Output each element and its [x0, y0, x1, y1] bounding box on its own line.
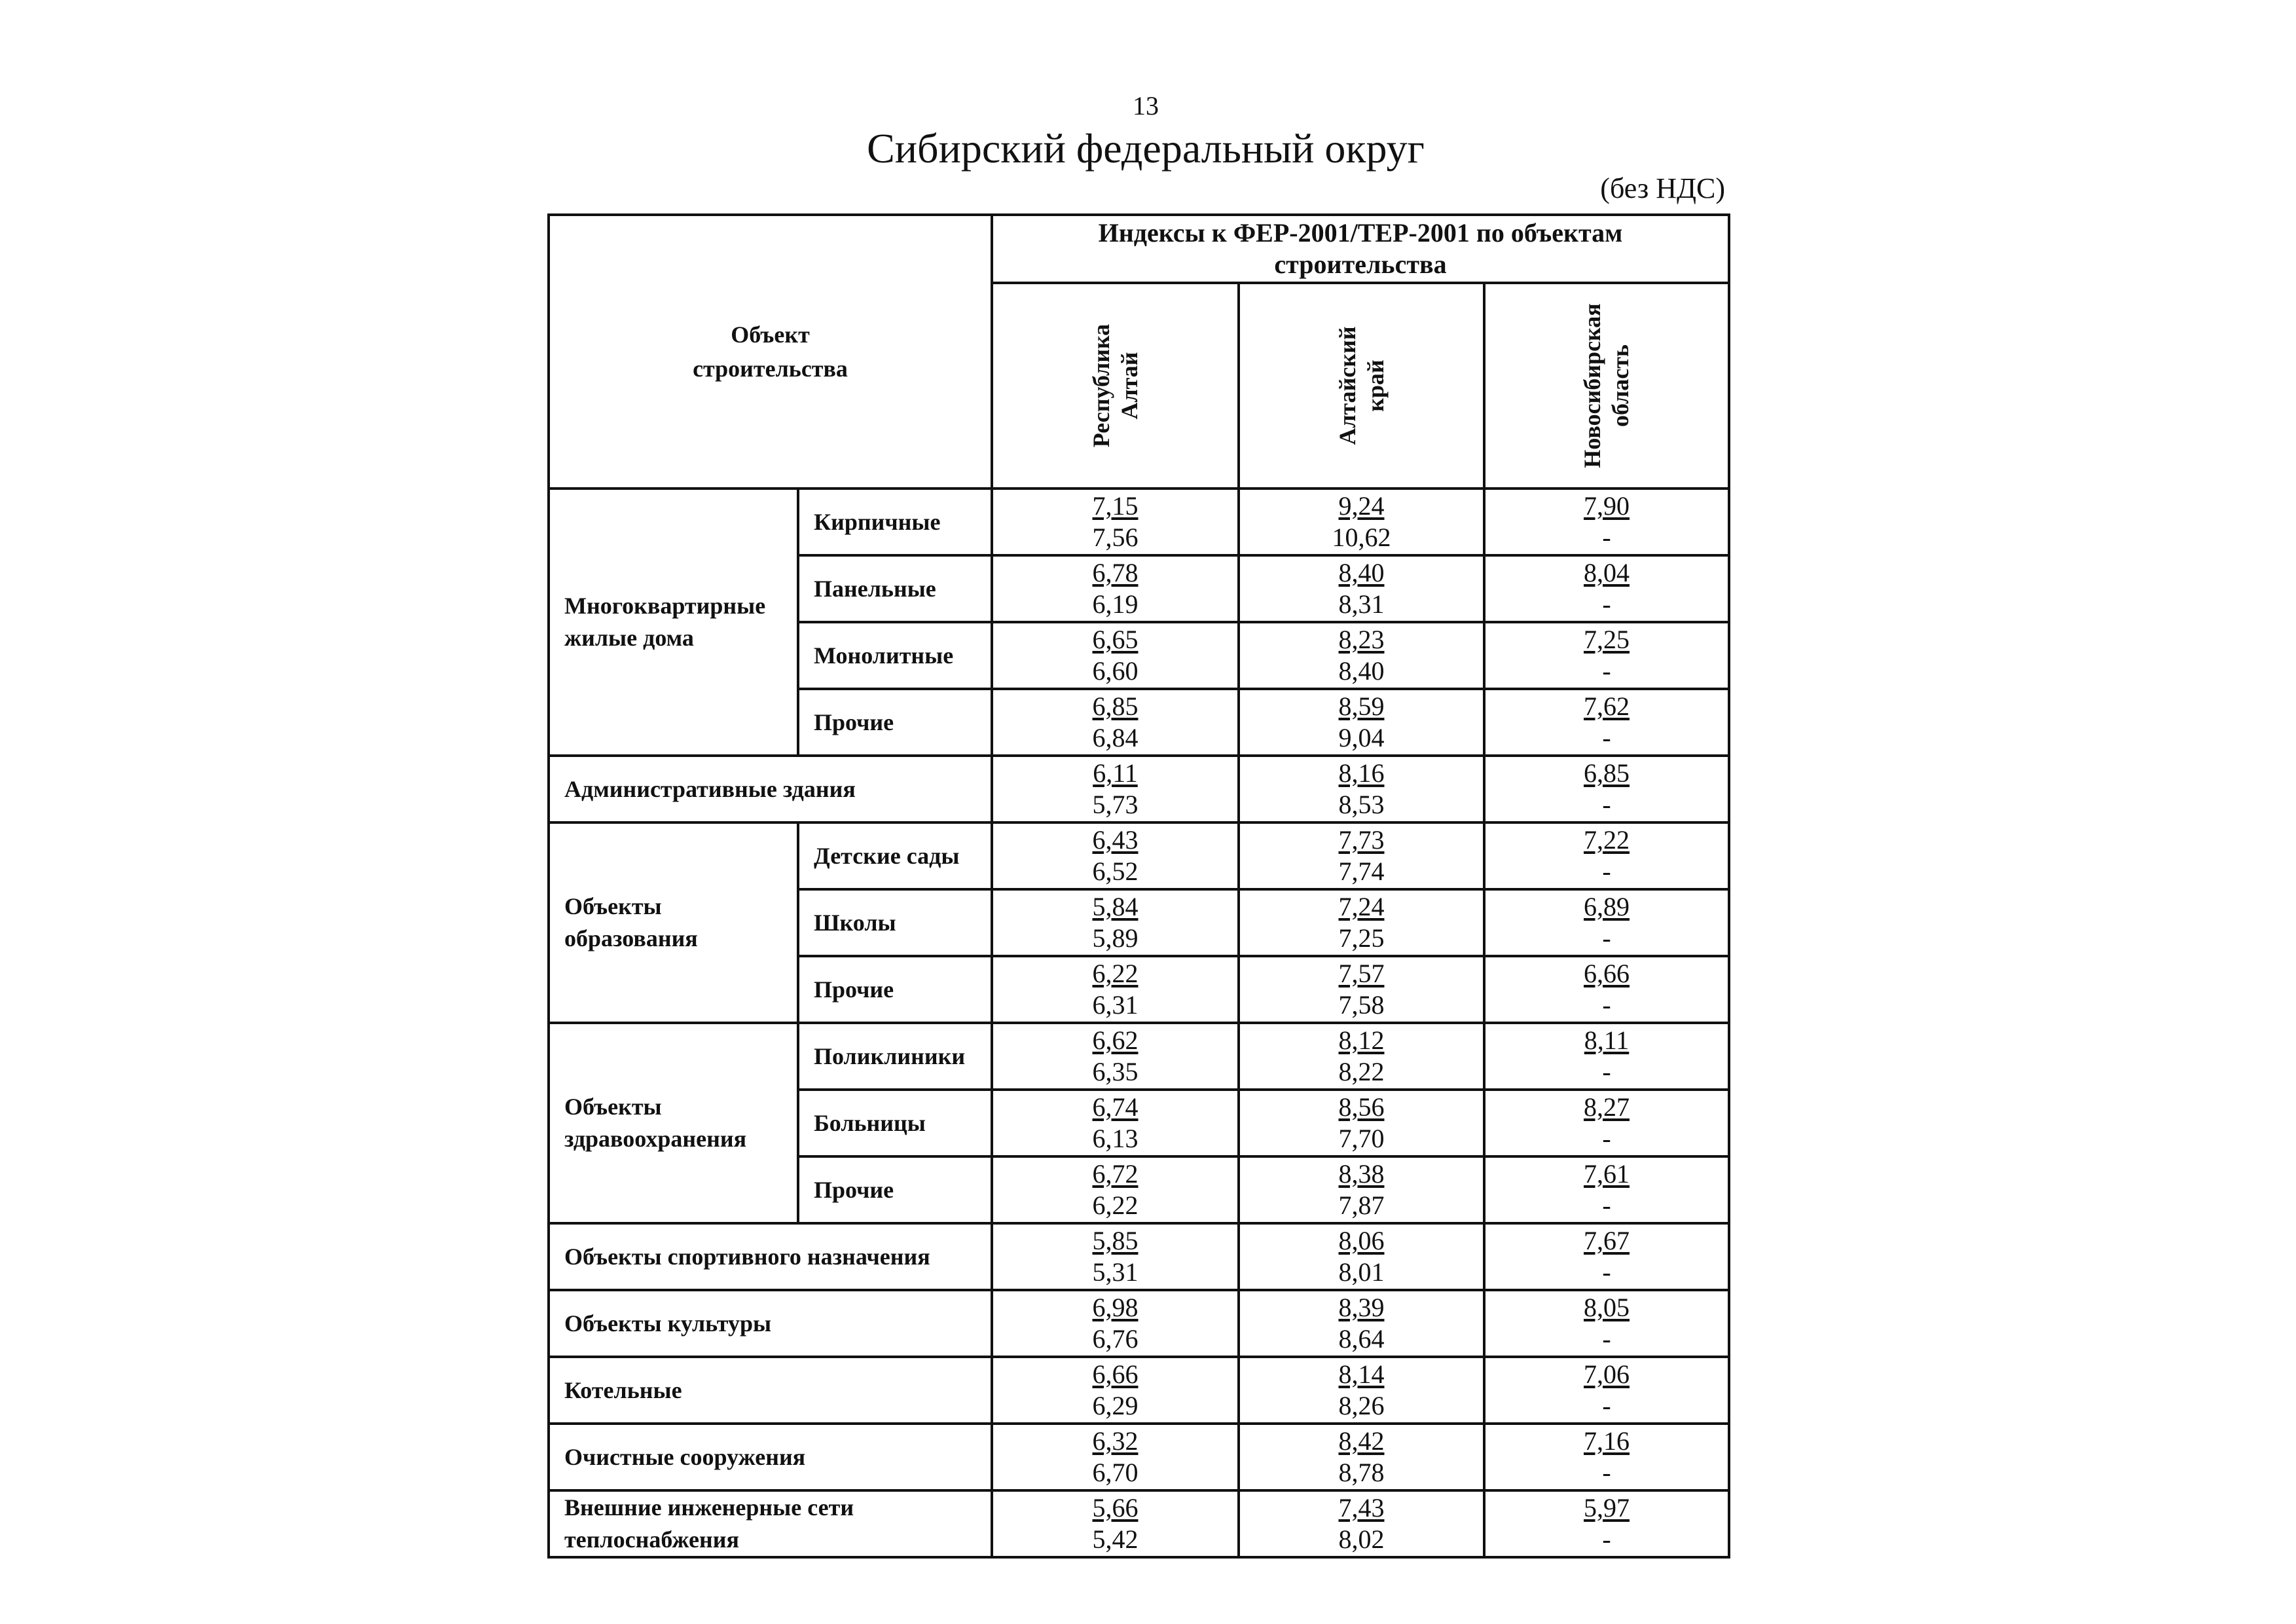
index-cell	[1484, 1357, 1729, 1424]
index-cell	[992, 1156, 1239, 1223]
index-value-secondary: 6,35	[1092, 1057, 1139, 1086]
table-row	[549, 1290, 1729, 1357]
index-value-primary: 7,24	[1338, 892, 1385, 921]
index-value-secondary: -	[1602, 1391, 1611, 1420]
index-cell	[992, 1490, 1239, 1557]
index-cell	[1239, 822, 1484, 889]
header-region-altai-republic	[992, 283, 1239, 489]
index-value-secondary: 8,01	[1338, 1257, 1385, 1287]
index-value-secondary: 6,29	[1092, 1391, 1139, 1420]
index-cell	[992, 822, 1239, 889]
page-number: 13	[1133, 91, 1159, 120]
index-value-secondary: 10,62	[1332, 523, 1391, 552]
index-value-secondary: 8,31	[1338, 589, 1385, 619]
index-value-primary: 8,59	[1338, 692, 1385, 721]
index-cell	[1484, 1156, 1729, 1223]
header-object-label: Объект строительства	[693, 321, 848, 382]
index-cell	[1484, 555, 1729, 622]
index-value-secondary: 6,13	[1092, 1124, 1139, 1153]
index-cell	[1484, 1424, 1729, 1490]
table-row	[549, 1357, 1729, 1424]
index-value-secondary: 5,31	[1092, 1257, 1139, 1287]
index-cell	[992, 1223, 1239, 1290]
subtype-label: Детские сады	[798, 822, 992, 889]
index-value-secondary: -	[1602, 1190, 1611, 1220]
index-value-primary: 7,15	[1092, 491, 1139, 521]
index-value-secondary: 7,87	[1338, 1190, 1385, 1220]
index-value-primary: 6,85	[1092, 692, 1139, 721]
index-cell	[1239, 1090, 1484, 1156]
index-value-primary: 7,16	[1584, 1426, 1630, 1456]
index-value-secondary: -	[1602, 523, 1611, 552]
index-value-primary: 8,38	[1338, 1159, 1385, 1189]
index-value-primary: 7,43	[1338, 1493, 1385, 1522]
table-row	[549, 1023, 1729, 1090]
index-cell	[1484, 956, 1729, 1023]
object-label: Административные здания	[549, 756, 992, 822]
index-value-secondary: 7,56	[1092, 523, 1139, 552]
table-row	[549, 1223, 1729, 1290]
index-cell	[1239, 1357, 1484, 1424]
index-value-primary: 8,27	[1584, 1092, 1630, 1122]
index-value-secondary: 6,76	[1092, 1324, 1139, 1354]
index-cell	[992, 689, 1239, 756]
index-cell	[1239, 956, 1484, 1023]
group-label: Объекты здравоохранения	[549, 1023, 798, 1223]
index-value-primary: 6,78	[1092, 558, 1139, 587]
index-value-secondary: -	[1602, 723, 1611, 752]
index-value-primary: 8,05	[1584, 1293, 1630, 1322]
index-value-primary: 6,85	[1584, 758, 1630, 788]
index-value-primary: 8,11	[1584, 1025, 1630, 1055]
index-cell	[1239, 756, 1484, 822]
table-row	[549, 1490, 1729, 1557]
index-cell	[992, 956, 1239, 1023]
region-label: Новосибирская область	[1578, 303, 1633, 468]
object-label: Очистные сооружения	[549, 1424, 992, 1490]
index-value-secondary: 7,25	[1338, 923, 1385, 953]
index-cell	[992, 889, 1239, 956]
index-cell	[1484, 489, 1729, 555]
index-value-secondary: -	[1602, 589, 1611, 619]
header-indices	[992, 215, 1729, 283]
index-value-primary: 6,89	[1584, 892, 1630, 921]
page-title: Сибирский федеральный округ	[867, 125, 1425, 172]
index-cell	[992, 1290, 1239, 1357]
index-value-secondary: 6,19	[1092, 589, 1139, 619]
index-value-primary: 6,11	[1093, 758, 1138, 788]
index-cell	[992, 489, 1239, 555]
table-row	[549, 1424, 1729, 1490]
index-value-secondary: -	[1602, 1257, 1611, 1287]
index-value-primary: 7,57	[1338, 959, 1385, 988]
index-cell	[1239, 555, 1484, 622]
index-value-secondary: 7,58	[1338, 990, 1385, 1020]
index-value-primary: 6,65	[1092, 625, 1139, 654]
region-label: Алтайский край	[1334, 326, 1389, 445]
index-value-secondary: 9,04	[1338, 723, 1385, 752]
header-object	[549, 215, 992, 489]
subtype-label: Больницы	[798, 1090, 992, 1156]
index-cell	[992, 555, 1239, 622]
index-value-secondary: -	[1602, 790, 1611, 819]
index-value-primary: 7,22	[1584, 825, 1630, 855]
subtype-label: Прочие	[798, 956, 992, 1023]
index-value-secondary: -	[1602, 656, 1611, 686]
index-value-secondary: 8,02	[1338, 1524, 1385, 1554]
index-cell	[1239, 489, 1484, 555]
object-label: Котельные	[549, 1357, 992, 1424]
index-value-primary: 8,23	[1338, 625, 1385, 654]
index-value-primary: 5,97	[1584, 1493, 1630, 1522]
index-value-secondary: 8,40	[1338, 656, 1385, 686]
index-value-primary: 8,04	[1584, 558, 1630, 587]
index-value-primary: 6,98	[1092, 1293, 1139, 1322]
index-value-primary: 6,32	[1092, 1426, 1139, 1456]
index-value-primary: 8,40	[1338, 558, 1385, 587]
index-cell	[1239, 1223, 1484, 1290]
index-value-secondary: 6,70	[1092, 1458, 1139, 1487]
index-value-primary: 5,84	[1092, 892, 1139, 921]
index-value-secondary: -	[1602, 1524, 1611, 1554]
index-value-secondary: 7,70	[1338, 1124, 1385, 1153]
index-value-secondary: 6,60	[1092, 656, 1139, 686]
object-label: Внешние инженерные сети теплоснабжения	[549, 1490, 992, 1557]
index-value-secondary: 8,78	[1338, 1458, 1385, 1487]
index-cell	[1239, 1156, 1484, 1223]
index-value-primary: 6,74	[1092, 1092, 1139, 1122]
subtype-label: Поликлиники	[798, 1023, 992, 1090]
subtype-label: Прочие	[798, 689, 992, 756]
index-cell	[1484, 1090, 1729, 1156]
subtype-label: Кирпичные	[798, 489, 992, 555]
index-cell	[1239, 622, 1484, 689]
index-value-primary: 9,24	[1338, 491, 1385, 521]
index-value-primary: 8,56	[1338, 1092, 1385, 1122]
index-value-primary: 8,06	[1338, 1226, 1385, 1255]
index-cell	[1239, 889, 1484, 956]
index-table	[547, 213, 1730, 1559]
index-cell	[992, 1357, 1239, 1424]
index-cell	[992, 1424, 1239, 1490]
region-label: Республика Алтай	[1087, 323, 1142, 448]
index-cell	[1484, 1023, 1729, 1090]
index-value-primary: 5,85	[1092, 1226, 1139, 1255]
index-value-primary: 6,66	[1584, 959, 1630, 988]
index-value-primary: 7,73	[1338, 825, 1385, 855]
index-cell	[1239, 1023, 1484, 1090]
table-body	[549, 489, 1729, 1557]
index-value-secondary: 8,22	[1338, 1057, 1385, 1086]
index-value-primary: 8,42	[1338, 1426, 1385, 1456]
index-value-primary: 7,67	[1584, 1226, 1630, 1255]
table-row	[549, 822, 1729, 889]
header-indices-label: Индексы к ФЕР-2001/ТЕР-2001 по объектам строительства	[1098, 218, 1623, 279]
index-value-secondary: -	[1602, 1057, 1611, 1086]
table-row	[549, 489, 1729, 555]
index-cell	[1239, 1290, 1484, 1357]
index-value-primary: 6,66	[1092, 1359, 1139, 1389]
index-value-secondary: -	[1602, 857, 1611, 886]
index-value-secondary: -	[1602, 1324, 1611, 1354]
index-value-primary: 8,14	[1338, 1359, 1385, 1389]
index-value-secondary: 6,84	[1092, 723, 1139, 752]
index-value-primary: 7,61	[1584, 1159, 1630, 1189]
index-cell	[1484, 622, 1729, 689]
index-value-secondary: 7,74	[1338, 857, 1385, 886]
index-value-secondary: 5,89	[1092, 923, 1139, 953]
index-cell	[992, 756, 1239, 822]
subtype-label: Школы	[798, 889, 992, 956]
index-cell	[992, 1090, 1239, 1156]
index-value-secondary: 8,53	[1338, 790, 1385, 819]
index-value-primary: 8,39	[1338, 1293, 1385, 1322]
vat-note: (без НДС)	[1600, 172, 1725, 204]
index-cell	[992, 1023, 1239, 1090]
object-label: Объекты культуры	[549, 1290, 992, 1357]
object-label: Объекты спортивного назначения	[549, 1223, 992, 1290]
index-cell	[1484, 822, 1729, 889]
index-value-primary: 5,66	[1092, 1493, 1139, 1522]
index-cell	[1484, 756, 1729, 822]
group-label: Объекты образования	[549, 822, 798, 1023]
index-value-secondary: 8,64	[1338, 1324, 1385, 1354]
index-cell	[1484, 1223, 1729, 1290]
index-cell	[1484, 1290, 1729, 1357]
index-value-primary: 8,12	[1338, 1025, 1385, 1055]
index-cell	[1484, 1490, 1729, 1557]
subtype-label: Панельные	[798, 555, 992, 622]
index-value-secondary: 5,42	[1092, 1524, 1139, 1554]
index-value-primary: 7,62	[1584, 692, 1630, 721]
index-value-secondary: -	[1602, 923, 1611, 953]
index-value-secondary: 6,52	[1092, 857, 1139, 886]
index-cell	[1484, 889, 1729, 956]
index-value-primary: 7,06	[1584, 1359, 1630, 1389]
group-label: Многоквартирные жилые дома	[549, 489, 798, 756]
index-cell	[1239, 689, 1484, 756]
index-value-secondary: 6,31	[1092, 990, 1139, 1020]
index-cell	[1239, 1490, 1484, 1557]
table-row	[549, 756, 1729, 822]
index-cell	[1239, 1424, 1484, 1490]
index-value-primary: 8,16	[1338, 758, 1385, 788]
index-value-primary: 6,43	[1092, 825, 1139, 855]
index-value-primary: 6,62	[1092, 1025, 1139, 1055]
subtype-label: Монолитные	[798, 622, 992, 689]
index-value-secondary: -	[1602, 990, 1611, 1020]
subtype-label: Прочие	[798, 1156, 992, 1223]
index-value-secondary: 6,22	[1092, 1190, 1139, 1220]
index-value-secondary: -	[1602, 1458, 1611, 1487]
index-value-secondary: -	[1602, 1124, 1611, 1153]
header-region-altai-krai	[1239, 283, 1484, 489]
header-region-novosibirsk	[1484, 283, 1729, 489]
index-cell	[1484, 689, 1729, 756]
index-value-primary: 7,25	[1584, 625, 1630, 654]
index-value-primary: 6,72	[1092, 1159, 1139, 1189]
index-cell	[992, 622, 1239, 689]
index-value-primary: 6,22	[1092, 959, 1139, 988]
index-value-secondary: 5,73	[1092, 790, 1139, 819]
index-value-secondary: 8,26	[1338, 1391, 1385, 1420]
index-value-primary: 7,90	[1584, 491, 1630, 521]
